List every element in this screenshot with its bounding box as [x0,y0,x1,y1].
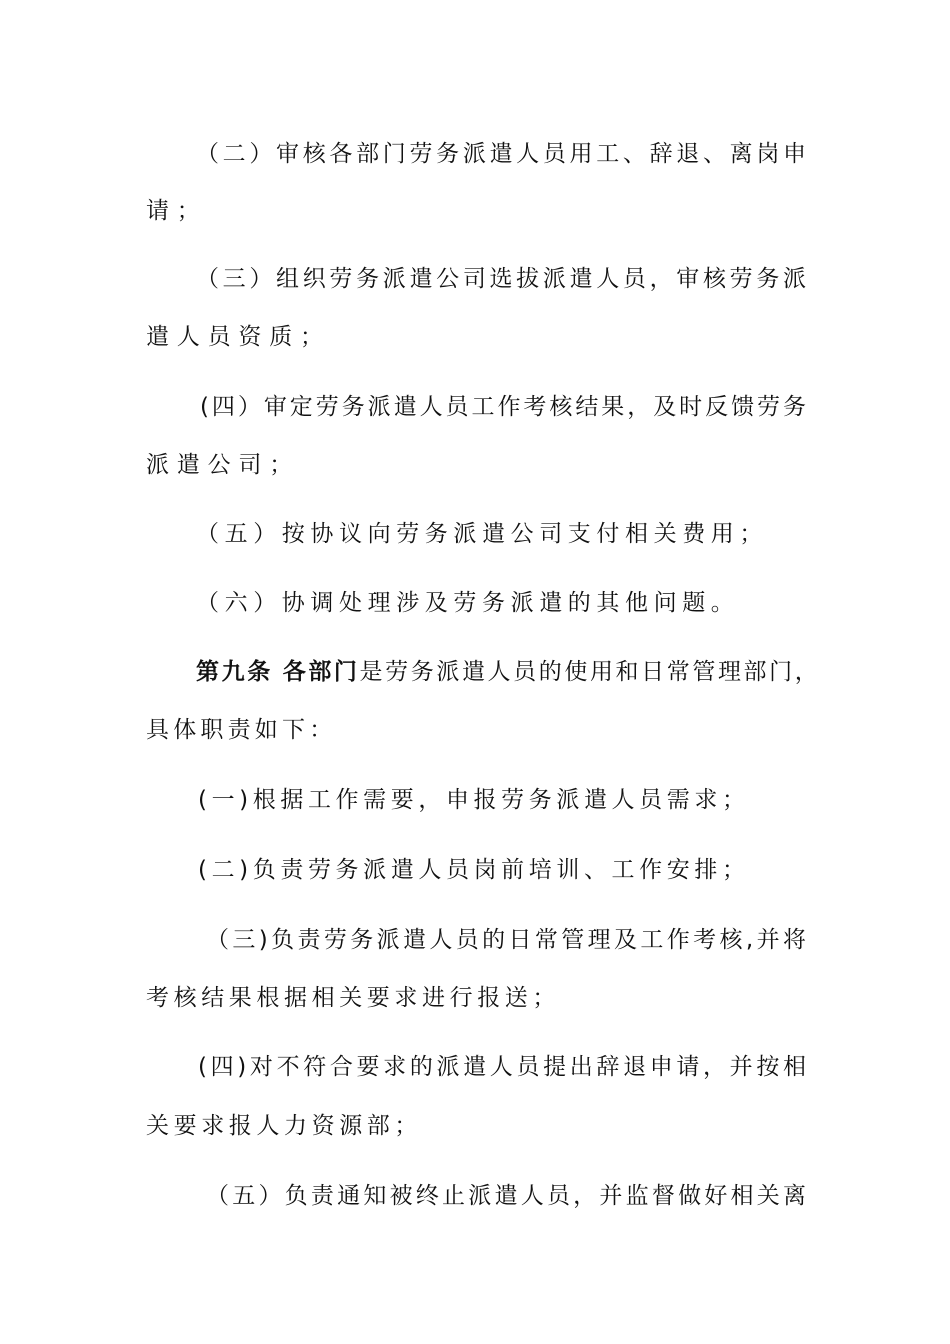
paragraph-line: (一)根据工作需要，申报劳务派遣人员需求； [198,787,750,813]
paragraph-line: （五）负责通知被终止派遣人员，并监督做好相关离 [206,1183,806,1209]
article-number: 第九条 [196,659,273,685]
paragraph-line: (四）审定劳务派遣人员工作考核结果，及时反馈劳务 [200,394,806,420]
paragraph-line: （六）协调处理涉及劳务派遣的其他问题。 [196,590,740,616]
paragraph-line: (四)对不符合要求的派遣人员提出辞退申请，并按相 [198,1054,806,1080]
paragraph-line: 考核结果根据相关要求进行报送； [146,985,560,1011]
paragraph-line: （三)负责劳务派遣人员的日常管理及工作考核,并将 [206,927,806,953]
article-subject: 各部门 [282,659,360,685]
paragraph-line: 遣人员资质； [146,324,331,350]
paragraph-line: 具体职责如下： [146,717,337,743]
paragraph-line: （三）组织劳务派遣公司选拔派遣人员，审核劳务派 [196,266,806,292]
paragraph-line: 关要求报人力资源部； [146,1113,422,1139]
article-text: 是劳务派遣人员的使用和日常管理部门， [359,659,821,685]
paragraph-line: （五）按协议向劳务派遣公司支付相关费用； [196,521,768,547]
article-heading-line [196,656,856,688]
paragraph-line: 派遣公司； [146,452,300,478]
paragraph-line: （二）审核各部门劳务派遣人员用工、辞退、离岗申 [196,141,806,167]
paragraph-line: 请； [146,198,208,224]
paragraph-line: (二)负责劳务派遣人员岗前培训、工作安排； [198,857,750,883]
